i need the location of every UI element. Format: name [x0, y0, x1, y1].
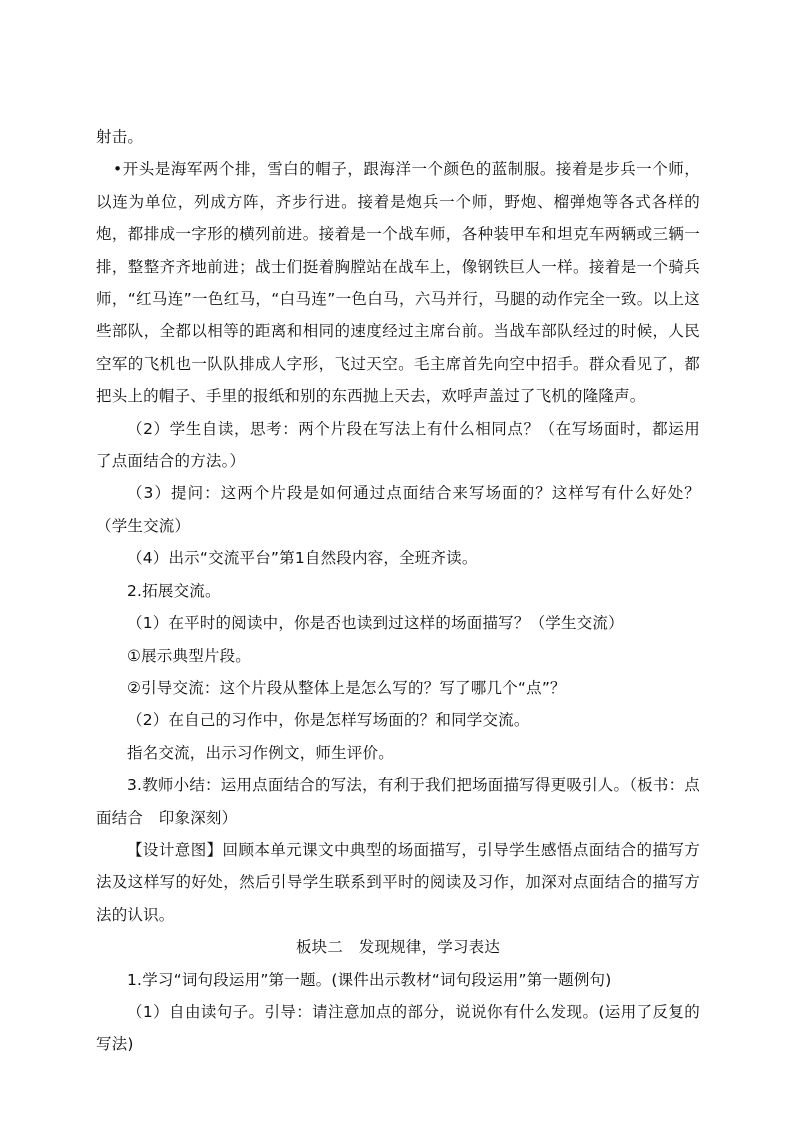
- document-body: [96, 121, 700, 1061]
- paragraph-circled-1: ①展示典型片段。: [127, 646, 251, 665]
- paragraph-named-exchange: 指名交流，出示习作例文，师生评价。: [127, 743, 394, 762]
- paragraph-section-2: 2.拓展交流。: [127, 581, 221, 600]
- paragraph-parade-excerpt: •开头是海军两个排，雪白的帽子，跟海洋一个颜色的蓝制服。接着是步兵一个师，以连为单位，列成方阵，齐步行进。接着是炮兵一个师，野炮、榴弹炮等各式各样的炮，都排成一字形的横列前进。接着是一个战车师，各种装甲车和坦克车两辆或三辆一排，整整齐齐地前进；战士们挺着胸膛站在战车上，像钢铁巨人一样。接着是一个骑兵师，“红马连”一色红马，“白马连”一色白马，六马并行，马腿的动作完全一致。以上这些部队，全都以相等的距离和相同的速度经过主席台前。当战车部队经过的时候，人民空军的飞机也一队队排成人字形，飞过天空。毛主席首先向空中招手。群众看见了，都把头上的帽子、手里的报纸和别的东西抛上天去，欢呼声盖过了飞机的隆隆声。: [96, 160, 700, 406]
- paragraph-exercise-1-step-1: （1）自由读句子。引导：请注意加点的部分，说说你有什么发现。(运用了反复的写法): [96, 1002, 700, 1054]
- paragraph-substep-1: （1）在平时的阅读中，你是否也读到过这样的场面描写？（学生交流）: [127, 614, 624, 633]
- paragraph-circled-2: ②引导交流：这个片段从整体上是怎么写的？写了哪几个“点”？: [127, 678, 566, 697]
- paragraph-exercise-1: 1.学习“词句段运用”第一题。(课件出示教材“词句段运用”第一题例句): [127, 970, 612, 989]
- section-heading: 板块二 发现规律，学习表达: [295, 938, 501, 957]
- paragraph-continuation: 射击。: [96, 128, 144, 146]
- paragraph-design-intent: 【设计意图】回顾本单元课文中典型的场面描写，引导学生感悟点面结合的描写方法及这样写的好处，然后引导学生联系到平时的阅读及习作，加深对点面结合的描写方法的认识。: [96, 840, 700, 924]
- paragraph-teacher-summary: 3.教师小结：运用点面结合的写法，有利于我们把场面描写得更吸引人。（板书：点面结合 印象深刻）: [96, 776, 700, 827]
- paragraph-step-2: （2）学生自读，思考：两个片段在写法上有什么相同点？（在写场面时，都运用了点面结合的方法。）: [96, 419, 700, 471]
- paragraph-substep-2: （2）在自己的习作中，你是怎样写场面的？和同学交流。: [127, 711, 530, 730]
- paragraph-step-4: （4）出示“交流平台”第1自然段内容，全班齐读。: [127, 549, 478, 568]
- paragraph-step-3: （3）提问：这两个片段是如何通过点面结合来写场面的？这样写有什么好处？（学生交流）: [96, 484, 700, 535]
